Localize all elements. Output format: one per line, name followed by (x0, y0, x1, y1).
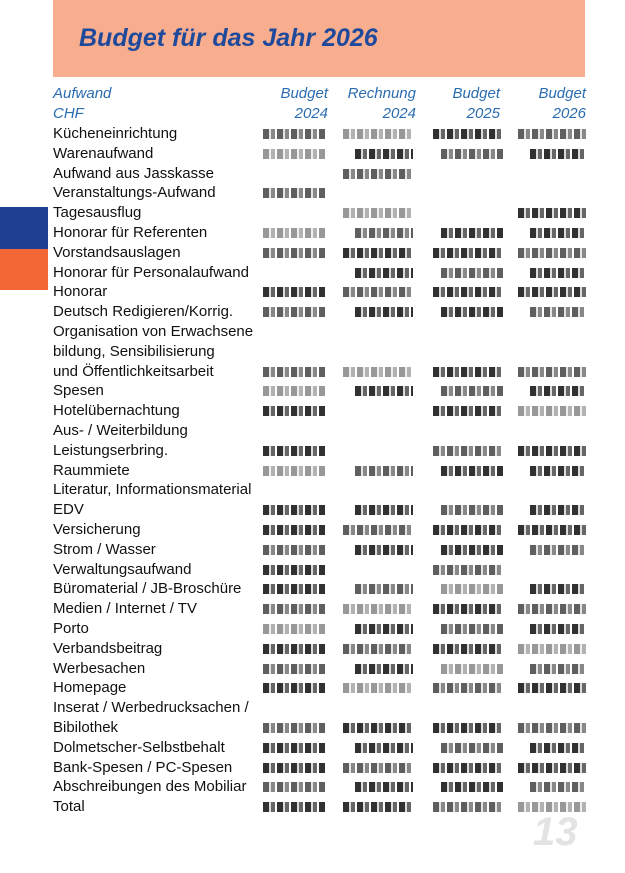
redacted-amount (441, 624, 503, 634)
redacted-amount (355, 505, 413, 515)
column-header-budget-2025: Budget (452, 85, 500, 102)
redacted-amount (530, 782, 586, 792)
redacted-amount (433, 802, 503, 812)
table-row (53, 263, 585, 283)
row-label: Werbesachen (53, 659, 146, 677)
side-tab-blue (0, 207, 48, 249)
table-row (53, 659, 585, 679)
redacted-amount (263, 723, 325, 733)
redacted-amount (433, 406, 503, 416)
redacted-amount (433, 525, 503, 535)
redacted-amount (518, 367, 586, 377)
redacted-amount (518, 248, 586, 258)
table-row (53, 461, 585, 481)
table-row (53, 282, 585, 302)
column-header-currency: CHF (53, 105, 84, 122)
row-label: Aus- / Weiterbildung (53, 422, 188, 439)
page-title: Budget für das Jahr 2026 (79, 24, 378, 52)
column-header-budget-2024-year: 2024 (294, 105, 328, 122)
redacted-amount (343, 644, 413, 654)
redacted-amount (263, 287, 325, 297)
table-row (53, 718, 585, 738)
row-label: Honorar für Personalaufwand (53, 263, 249, 281)
redacted-amount (343, 169, 413, 179)
redacted-amount (518, 683, 586, 693)
redacted-amount (263, 624, 325, 634)
redacted-amount (355, 268, 413, 278)
table-row (53, 797, 585, 817)
row-label: Raummiete (53, 461, 130, 479)
redacted-amount (263, 466, 325, 476)
row-label: Deutsch Redigieren/Korrig. (53, 303, 234, 321)
column-header-budget-2024: Budget (280, 85, 328, 102)
redacted-amount (355, 307, 413, 317)
redacted-amount (263, 188, 325, 198)
side-tab-orange (0, 249, 48, 290)
redacted-amount (263, 604, 325, 614)
redacted-amount (441, 664, 503, 674)
table-row (53, 540, 585, 560)
redacted-amount (433, 763, 503, 773)
redacted-amount (343, 604, 413, 614)
redacted-amount (441, 386, 503, 396)
table-row (53, 302, 585, 322)
redacted-amount (263, 525, 325, 535)
redacted-amount (433, 604, 503, 614)
row-label: und Öffentlichkeitsarbeit (53, 362, 214, 380)
redacted-amount (433, 644, 503, 654)
redacted-amount (355, 466, 413, 476)
redacted-amount (263, 743, 325, 753)
table-row (53, 401, 585, 421)
page-number: 13 (533, 810, 578, 854)
row-label: Bank-Spesen / PC-Spesen (53, 758, 233, 776)
redacted-amount (355, 545, 413, 555)
redacted-amount (355, 149, 413, 159)
redacted-amount (441, 782, 503, 792)
table-row (53, 223, 585, 243)
redacted-amount (263, 584, 325, 594)
table-row (53, 362, 585, 382)
redacted-amount (441, 584, 503, 594)
redacted-amount (263, 446, 325, 456)
row-label: Veranstaltungs-Aufwand (53, 184, 216, 202)
redacted-amount (530, 466, 586, 476)
row-label: Kücheneinrichtung (53, 125, 178, 142)
redacted-amount (355, 782, 413, 792)
table-row (53, 698, 585, 718)
redacted-amount (263, 228, 325, 238)
redacted-amount (530, 624, 586, 634)
column-header-budget-2026: Budget (538, 85, 586, 102)
row-label: Inserat / Werbedrucksachen / (53, 699, 249, 717)
redacted-amount (343, 129, 413, 139)
redacted-amount (343, 248, 413, 258)
redacted-amount (343, 208, 413, 218)
redacted-amount (263, 763, 325, 773)
redacted-amount (518, 723, 586, 733)
table-row (53, 322, 585, 342)
redacted-amount (263, 505, 325, 515)
row-label: Versicherung (53, 521, 141, 538)
table-row (53, 520, 585, 540)
redacted-amount (263, 565, 325, 575)
redacted-amount (530, 228, 586, 238)
table-row (53, 599, 585, 619)
redacted-amount (518, 763, 586, 773)
row-label: Verwaltungsaufwand (53, 560, 192, 578)
redacted-amount (263, 683, 325, 693)
redacted-amount (433, 248, 503, 258)
redacted-amount (518, 644, 586, 654)
redacted-amount (433, 287, 503, 297)
row-label: Dolmetscher-Selbstbehalt (53, 738, 225, 756)
redacted-amount (530, 307, 586, 317)
column-header-budget-2026-year: 2026 (552, 105, 586, 122)
table-row (53, 500, 585, 520)
row-label: EDV (53, 501, 84, 519)
table-row (53, 639, 585, 659)
table-row (53, 678, 585, 698)
redacted-amount (263, 307, 325, 317)
redacted-amount (343, 723, 413, 733)
redacted-amount (263, 644, 325, 654)
redacted-amount (343, 525, 413, 535)
table-row (53, 243, 585, 263)
redacted-amount (263, 664, 325, 674)
redacted-amount (530, 545, 586, 555)
table-row (53, 579, 585, 599)
table-row (53, 381, 585, 401)
redacted-amount (518, 525, 586, 535)
row-label: Porto (53, 620, 89, 637)
redacted-amount (518, 406, 586, 416)
redacted-amount (441, 228, 503, 238)
redacted-amount (441, 307, 503, 317)
redacted-amount (518, 446, 586, 456)
table-row (53, 758, 585, 778)
redacted-amount (530, 149, 586, 159)
redacted-amount (441, 545, 503, 555)
redacted-amount (355, 743, 413, 753)
row-label: Honorar für Referenten (53, 224, 208, 241)
redacted-amount (518, 208, 586, 218)
table-row (53, 183, 585, 203)
column-header-rechnung-2024: Rechnung (347, 85, 416, 102)
redacted-amount (441, 466, 503, 476)
redacted-amount (441, 149, 503, 159)
redacted-amount (343, 287, 413, 297)
row-label: Büromaterial / JB-Broschüre (53, 580, 242, 598)
column-header-budget-2025-year: 2025 (466, 105, 500, 122)
redacted-amount (433, 565, 503, 575)
redacted-amount (263, 406, 325, 416)
redacted-amount (263, 248, 325, 258)
redacted-amount (530, 268, 586, 278)
column-header-aufwand: Aufwand (53, 85, 112, 102)
redacted-amount (530, 743, 586, 753)
redacted-amount (530, 386, 586, 396)
redacted-amount (343, 683, 413, 693)
redacted-amount (433, 683, 503, 693)
row-label: bildung, Sensibilisierung (53, 342, 215, 360)
redacted-amount (263, 802, 325, 812)
table-row (53, 441, 585, 461)
redacted-amount (263, 129, 325, 139)
redacted-amount (263, 149, 325, 159)
row-label: Spesen (53, 382, 104, 400)
redacted-amount (355, 584, 413, 594)
row-label: Warenaufwand (53, 144, 154, 162)
column-header-rechnung-2024-year: 2024 (382, 105, 416, 122)
table-row (53, 164, 585, 184)
table-row (53, 777, 585, 797)
redacted-amount (441, 505, 503, 515)
table-row (53, 124, 585, 144)
redacted-amount (355, 664, 413, 674)
redacted-amount (343, 367, 413, 377)
redacted-amount (433, 723, 503, 733)
redacted-amount (530, 664, 586, 674)
redacted-amount (263, 782, 325, 792)
row-label: Homepage (53, 679, 127, 697)
row-label: Vorstandsauslagen (53, 243, 181, 261)
table-row (53, 560, 585, 580)
row-label: Aufwand aus Jasskasse (53, 164, 214, 182)
redacted-amount (518, 129, 586, 139)
row-label: Leistungserbring. (53, 441, 169, 459)
row-label: Honorar (53, 283, 108, 301)
redacted-amount (355, 228, 413, 238)
redacted-amount (433, 129, 503, 139)
redacted-amount (433, 367, 503, 377)
redacted-amount (355, 386, 413, 396)
row-label: Hotelübernachtung (53, 402, 180, 420)
redacted-amount (263, 386, 325, 396)
table-row (53, 203, 585, 223)
redacted-amount (530, 505, 586, 515)
redacted-amount (441, 268, 503, 278)
row-label: Abschreibungen des Mobiliar (53, 778, 247, 796)
row-label: Literatur, Informationsmaterial (53, 481, 252, 499)
table-row (53, 480, 585, 500)
redacted-amount (441, 743, 503, 753)
redacted-amount (518, 604, 586, 614)
table-row (53, 342, 585, 362)
redacted-amount (343, 763, 413, 773)
row-label: Tagesausflug (53, 204, 142, 222)
table-row (53, 144, 585, 164)
redacted-amount (530, 584, 586, 594)
row-label: Total (53, 798, 85, 816)
redacted-amount (343, 802, 413, 812)
table-row (53, 619, 585, 639)
redacted-amount (433, 446, 503, 456)
table-row (53, 738, 585, 758)
redacted-amount (518, 287, 586, 297)
row-label: Medien / Internet / TV (53, 600, 197, 618)
redacted-amount (355, 624, 413, 634)
row-label: Verbandsbeitrag (53, 639, 163, 657)
row-label: Strom / Wasser (53, 540, 156, 558)
redacted-amount (263, 545, 325, 555)
table-row (53, 421, 585, 441)
redacted-amount (263, 367, 325, 377)
row-label: Bibilothek (53, 719, 119, 736)
row-label: Organisation von Erwachsene (53, 323, 254, 340)
